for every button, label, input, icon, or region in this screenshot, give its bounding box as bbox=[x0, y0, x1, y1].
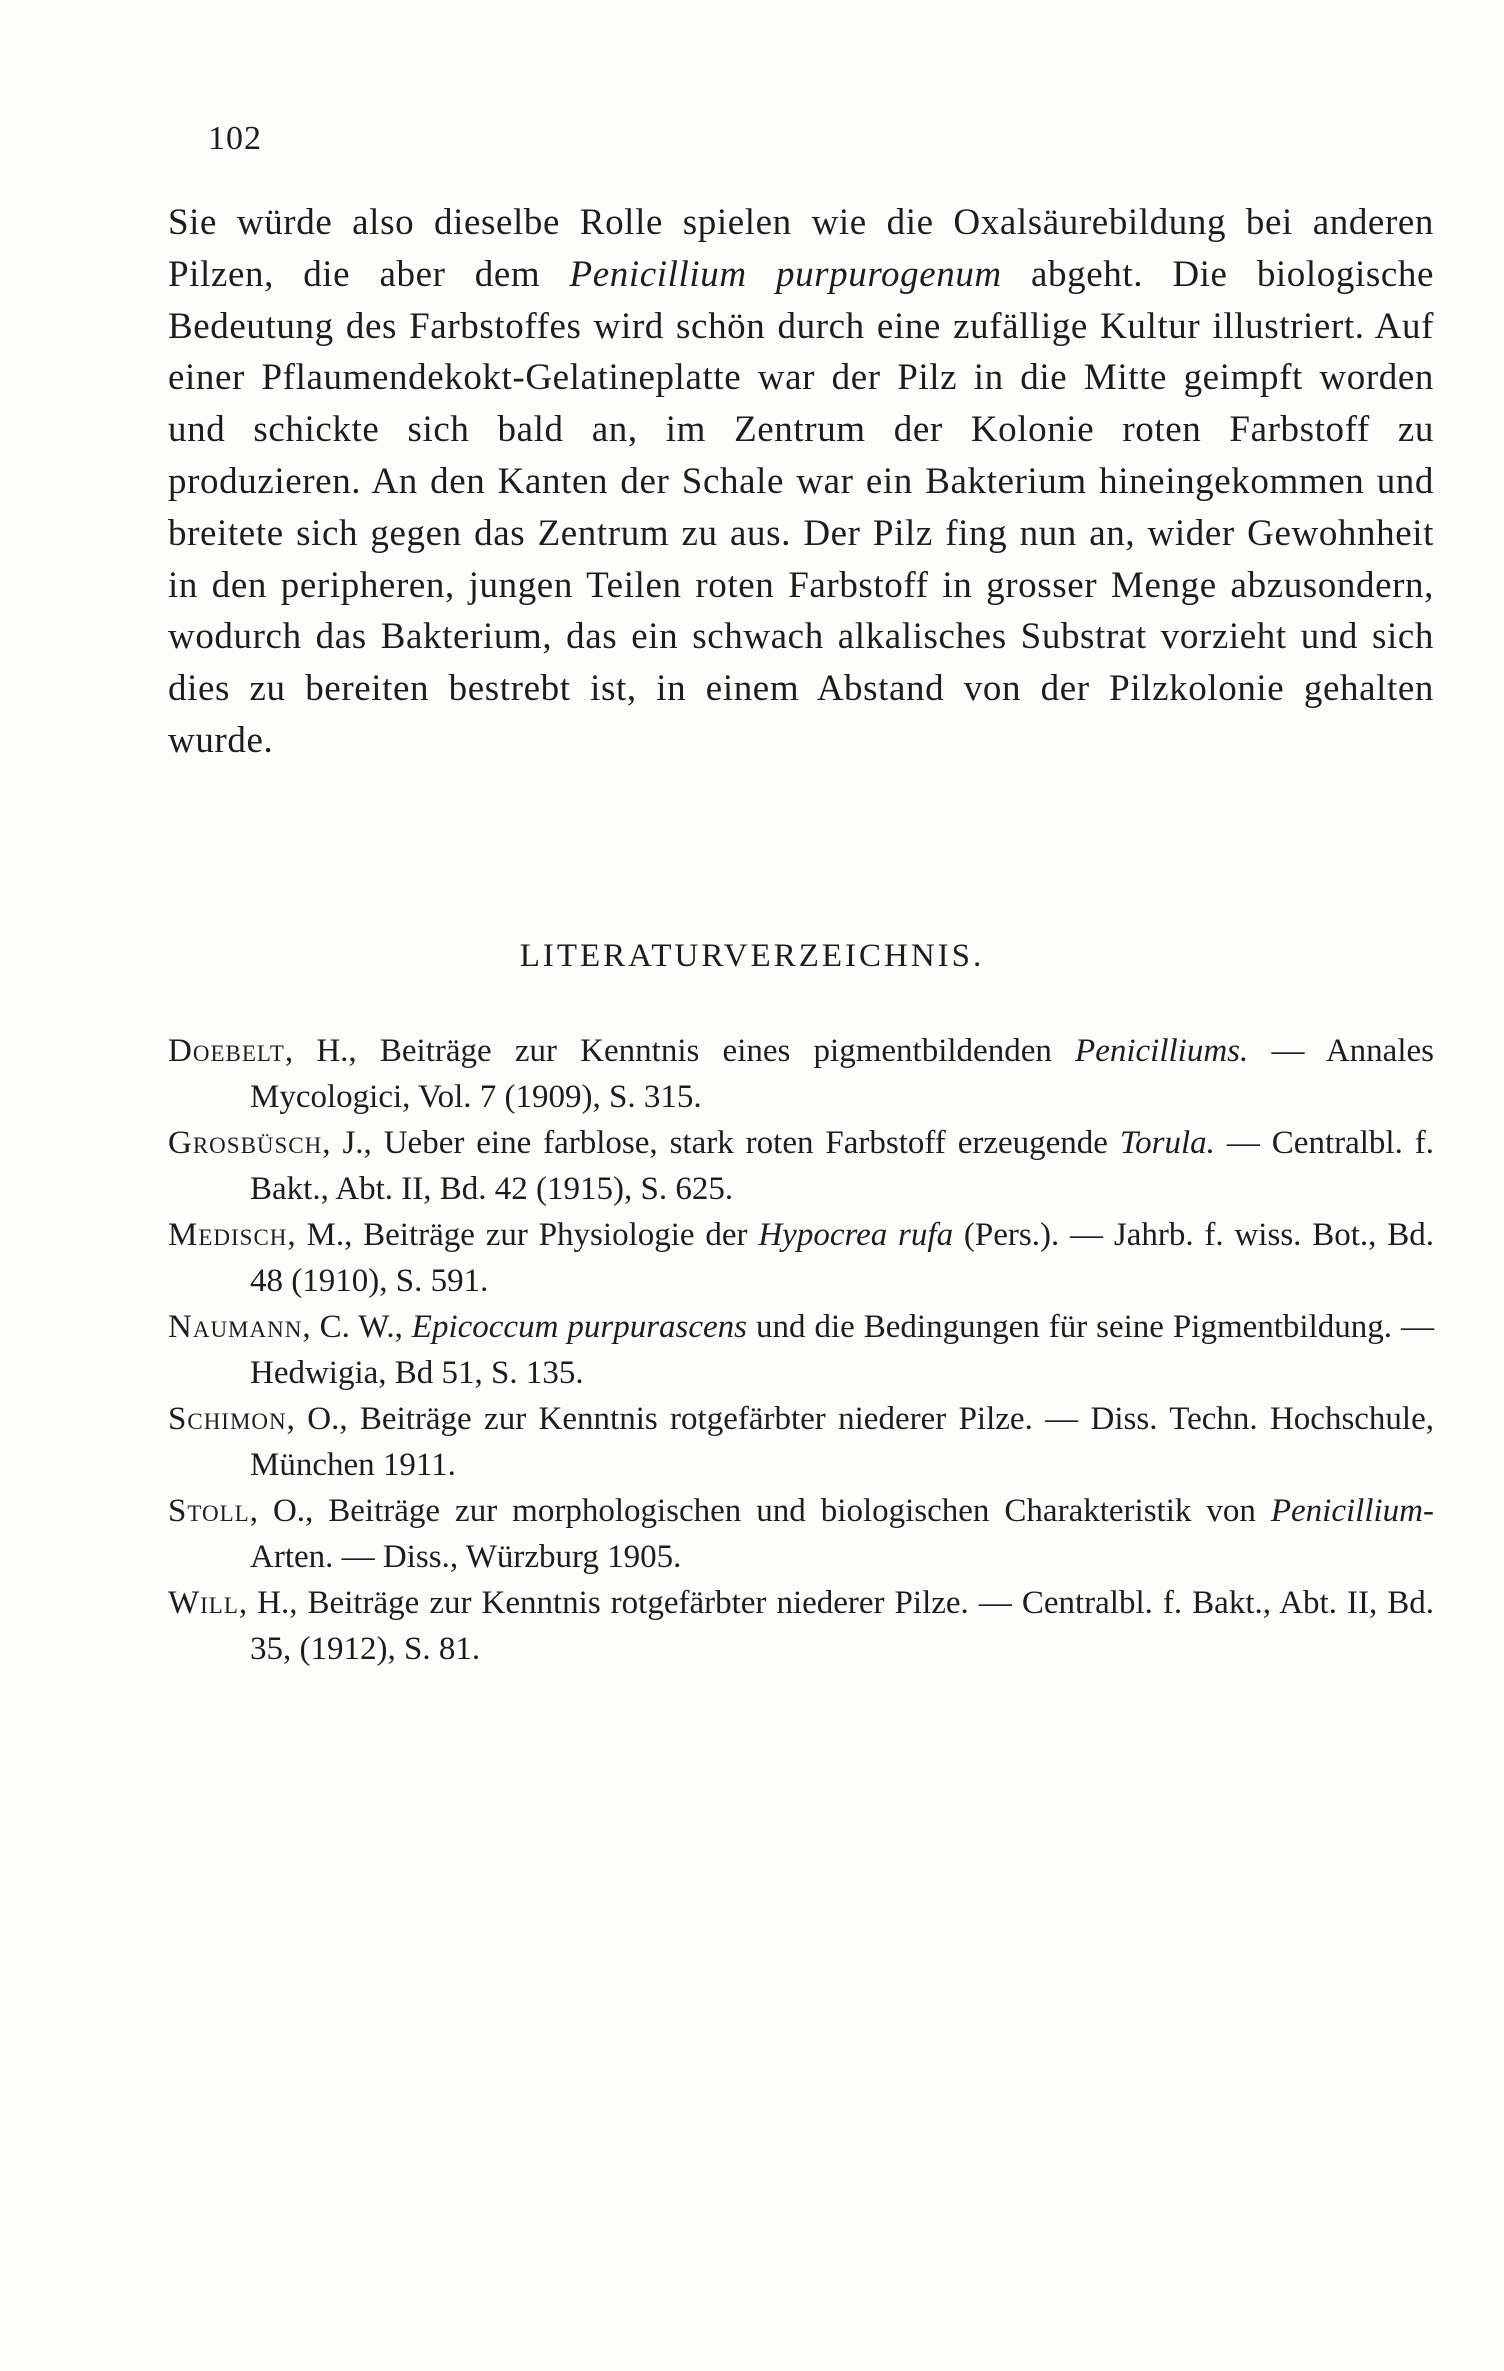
entry-text: , H., Beiträge zur Kenntnis rotgefärbter niederer Pilze. — Centralbl. f. Bakt., Abt. II, Bd. 35, (1912), S. 81. bbox=[238, 1585, 1434, 1667]
entry-italic: Epicoccum purpurascens bbox=[411, 1309, 748, 1345]
entry-italic: Torula. bbox=[1119, 1125, 1215, 1161]
body-text-part: abgeht. Die biologische Bedeutung des Farbstoffes wird schön durch eine zufällige Kultur illustriert. Auf einer Pflaumendekokt-Gelatineplatte war der Pilz in die Mitte geimpft worden und schickte sich bald an, im Zentrum der Kolonie roten Farbstoff zu produzieren. An den Kanten der Schale war ein Bakterium hineingekommen und breitete sich gegen das Zentrum zu aus. Der Pilz fing nun an, wider Gewohnheit in den peripheren, jungen Teilen roten Farbstoff in grosser Menge abzusondern, wodurch das Bakterium, das ein schwach alkalisches Substrat vorzieht und sich dies zu bereiten bestrebt ist, in einem Abstand von der Pilzkolonie gehalten wurde. bbox=[168, 253, 1435, 761]
species-name: Penicillium purpurogenum bbox=[569, 253, 1002, 295]
entry-author: Will bbox=[168, 1585, 239, 1621]
bibliography-entry bbox=[168, 1488, 1434, 1580]
entry-text: -Arten. — Diss., Würzburg 1905. bbox=[250, 1493, 1434, 1575]
body-paragraph bbox=[168, 197, 1434, 767]
bibliography-list bbox=[168, 1028, 1434, 1672]
entry-author: Medisch bbox=[168, 1217, 288, 1253]
body-text-part: Sie würde also dieselbe Rolle spielen wie die Oxalsäurebildung bei anderen Pilzen, die aber dem bbox=[168, 202, 1434, 295]
entry-italic: Penicilliums. bbox=[1075, 1033, 1249, 1069]
bibliography-entry bbox=[168, 1028, 1434, 1120]
entry-text: , O., Beiträge zur Kenntnis rotgefärbter niederer Pilze. — Diss. Techn. Hochschule, München 1911. bbox=[250, 1401, 1434, 1483]
entry-text: und die Bedingungen für seine Pigmentbildung. — Hedwigia, Bd 51, S. 135. bbox=[250, 1309, 1434, 1391]
bibliography-entry bbox=[168, 1580, 1434, 1672]
bibliography-heading: LITERATURVERZEICHNIS. bbox=[519, 938, 985, 974]
entry-author: Naumann bbox=[168, 1309, 303, 1345]
entry-text: , O., Beiträge zur morphologischen und biologischen Charakteristik von bbox=[249, 1493, 1271, 1529]
entry-text: , M., Beiträge zur Physiologie der bbox=[287, 1217, 759, 1253]
entry-italic: Penicillium bbox=[1270, 1493, 1423, 1529]
entry-text: — Centralbl. f. Bakt., Abt. II, Bd. 42 (1915), S. 625. bbox=[250, 1125, 1434, 1207]
entry-italic: Hypocrea rufa bbox=[758, 1217, 954, 1253]
entry-author: Stoll bbox=[168, 1493, 250, 1529]
entry-text: , C. W., bbox=[302, 1309, 412, 1345]
entry-text: , J., Ueber eine farblose, stark roten Farbstoff erzeugende bbox=[322, 1125, 1120, 1161]
bibliography-entry bbox=[168, 1396, 1434, 1488]
entry-text: , H., Beiträge zur Kenntnis eines pigmentbildenden bbox=[284, 1033, 1076, 1069]
bibliography-entry bbox=[168, 1120, 1434, 1212]
entry-author: Grosbüsch bbox=[168, 1125, 323, 1161]
entry-text: — Annales Mycologici, Vol. 7 (1909), S. 315. bbox=[250, 1033, 1434, 1115]
entry-author: Schimon bbox=[168, 1401, 287, 1437]
page-number: 102 bbox=[208, 120, 262, 157]
bibliography-entry bbox=[168, 1212, 1434, 1304]
entry-author: Doebelt bbox=[168, 1033, 285, 1069]
entry-text: (Pers.). — Jahrb. f. wiss. Bot., Bd. 48 (1910), S. 591. bbox=[250, 1217, 1434, 1299]
bibliography-entry bbox=[168, 1304, 1434, 1396]
